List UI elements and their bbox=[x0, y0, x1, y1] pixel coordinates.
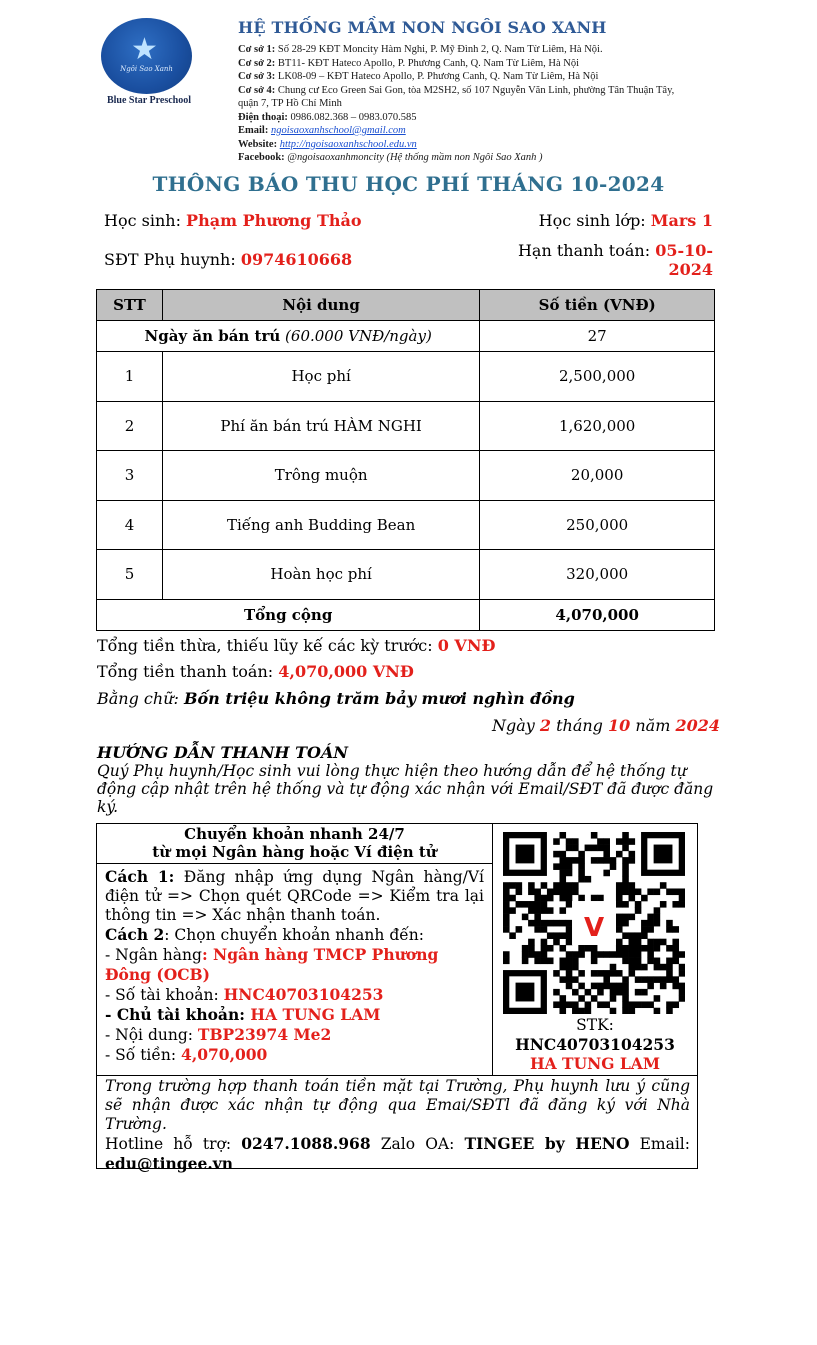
email-link[interactable]: ngoisaoxanhschool@gmail.com bbox=[270, 125, 406, 136]
page-title: THÔNG BÁO THU HỌC PHÍ THÁNG 10-2024 bbox=[152, 172, 665, 196]
table-row: 5 Hoàn học phí 320,000 bbox=[97, 550, 715, 600]
total-value: 4,070,000 bbox=[480, 599, 715, 630]
table-row: 1 Học phí 2,500,000 bbox=[97, 352, 715, 402]
total-payment-line: Tổng tiền thanh toán: 4,070,000 VNĐ bbox=[97, 662, 414, 681]
carry-over-line: Tổng tiền thừa, thiếu lũy kế các kỳ trước: 0 VNĐ bbox=[97, 636, 496, 655]
total-label: Tổng cộng bbox=[97, 599, 480, 630]
qr-account-info: STK: HNC40703104253 HA TUNG LAM bbox=[515, 1016, 675, 1073]
meal-days-label: Ngày ăn bán trú (60.000 VNĐ/ngày) bbox=[97, 321, 480, 352]
payment-box-header: Chuyển khoản nhanh 24/7 từ mọi Ngân hàng hoặc Ví điện tử bbox=[97, 824, 493, 864]
svg-text:V: V bbox=[583, 913, 605, 944]
payment-box bbox=[96, 823, 698, 1173]
way-2: Cách 2: Chọn chuyển khoản nhanh đến: bbox=[105, 925, 424, 944]
cash-note: Trong trường hợp thanh toán tiền mặt tại Trường, Phụ huynh lưu ý cũng sẽ nhận được xác nhận tự động qua Emai/SĐTl đã đăng ký với Nhà Trường. Hotline hỗ trợ: 0247.1088.968 Zalo OA: TINGEE by HENO Email: edu@tingee.vn bbox=[97, 1075, 697, 1169]
student-name: Phạm Phương Thảo bbox=[186, 211, 362, 230]
student-name-line: Học sinh: Phạm Phương Thảo bbox=[104, 211, 362, 230]
fee-table bbox=[96, 289, 715, 631]
qr-code-icon[interactable] bbox=[503, 832, 685, 1014]
star-icon: ★ bbox=[131, 32, 158, 67]
meal-days-value: 27 bbox=[480, 321, 715, 352]
date-line: Ngày 2 tháng 10 năm 2024 bbox=[491, 716, 720, 735]
owner-line: - Chủ tài khoản: HA TUNG LAM bbox=[105, 1005, 381, 1024]
table-row bbox=[97, 321, 715, 352]
account-line: - Số tài khoản: HNC40703104253 bbox=[105, 985, 384, 1004]
parent-phone-line: SĐT Phụ huynh: 0974610668 bbox=[104, 250, 353, 269]
amount-line: - Số tiền: 4,070,000 bbox=[105, 1045, 268, 1064]
bank-line: - Ngân hàng: Ngân hàng TMCP Phương Đông (OCB) bbox=[105, 945, 439, 984]
website-link[interactable]: http://ngoisaoxanhschool.edu.vn bbox=[279, 138, 417, 150]
org-line: Cơ sở 1: Số 28-29 KĐT Moncity Hàm Nghi, P. Mỹ Đình 2, Q. Nam Từ Liêm, Hà Nội. bbox=[238, 44, 603, 55]
payment-instructions bbox=[97, 864, 493, 1075]
parent-phone: 0974610668 bbox=[240, 250, 353, 269]
logo-text: Ngôi Sao Xanh bbox=[120, 65, 173, 73]
student-class-line: Học sinh lớp: Mars 1 bbox=[538, 211, 713, 230]
org-line: Cơ sở 4: Chung cư Eco Green Sai Gon, tòa M2SH2, số 107 Nguyễn Văn Linh, phường Tân Thuận Tây, quận 7, TP Hồ Chí Minh bbox=[238, 84, 675, 109]
school-logo bbox=[101, 18, 192, 94]
org-title: HỆ THỐNG MẦM NON NGÔI SAO XANH bbox=[238, 18, 607, 37]
col-header-stt: STT bbox=[97, 290, 163, 321]
table-row: 2 Phí ăn bán trú HÀM NGHI 1,620,000 bbox=[97, 401, 715, 451]
table-row: 3 Trông muộn 20,000 bbox=[97, 451, 715, 501]
logo-caption: Blue Star Preschool bbox=[106, 95, 192, 106]
org-line: Cơ sở 3: LK08-09 – KĐT Hateco Apollo, P. Phương Canh, Q. Nam Từ Liêm, Hà Nội bbox=[238, 71, 599, 82]
guide-intro: Quý Phụ huynh/Học sinh vui lòng thực hiện theo hướng dẫn để hệ thống tự động cập nhật trên hệ thống và tự động xác nhận với Email/SĐT đã được đăng ký. bbox=[97, 762, 714, 816]
total-row bbox=[97, 599, 715, 630]
org-website-line: Website: http://ngoisaoxanhschool.edu.vn bbox=[238, 138, 417, 150]
col-header-amount: Số tiền (VNĐ) bbox=[480, 290, 715, 321]
content-line: - Nội dung: TBP23974 Me2 bbox=[105, 1025, 332, 1044]
col-header-content: Nội dung bbox=[162, 290, 479, 321]
hotline-line: Hotline hỗ trợ: 0247.1088.968 Zalo OA: TINGEE by HENO Email: edu@tingee.vn bbox=[105, 1134, 690, 1173]
student-class: Mars 1 bbox=[650, 211, 713, 230]
guide-title: HƯỚNG DẪN THANH TOÁN bbox=[97, 743, 348, 762]
qr-panel bbox=[493, 824, 697, 1075]
org-facebook-line: Facebook: @ngoisaoxanhmoncity (Hệ thống mầm non Ngôi Sao Xanh ) bbox=[238, 152, 543, 163]
org-email-line: Email: ngoisaoxanhschool@gmail.com bbox=[238, 125, 406, 136]
amount-in-words-line: Bằng chữ: Bốn triệu không trăm bảy mươi nghìn đồng bbox=[97, 689, 575, 708]
table-row: 4 Tiếng anh Budding Bean 250,000 bbox=[97, 500, 715, 550]
org-line: Cơ sở 2: BT11- KĐT Hateco Apollo, P. Phương Canh, Q. Nam Từ Liêm, Hà Nội bbox=[238, 57, 580, 69]
way-1: Cách 1: Đăng nhập ứng dụng Ngân hàng/Ví điện tử => Chọn quét QRCode => Kiểm tra lại thông tin => Xác nhận thanh toán. bbox=[105, 867, 484, 924]
due-date-line: Hạn thanh toán: 05-10- 2024 bbox=[517, 241, 713, 279]
org-line: Điện thoại: 0986.082.368 – 0983.070.585 bbox=[238, 111, 417, 123]
org-info bbox=[238, 18, 678, 165]
